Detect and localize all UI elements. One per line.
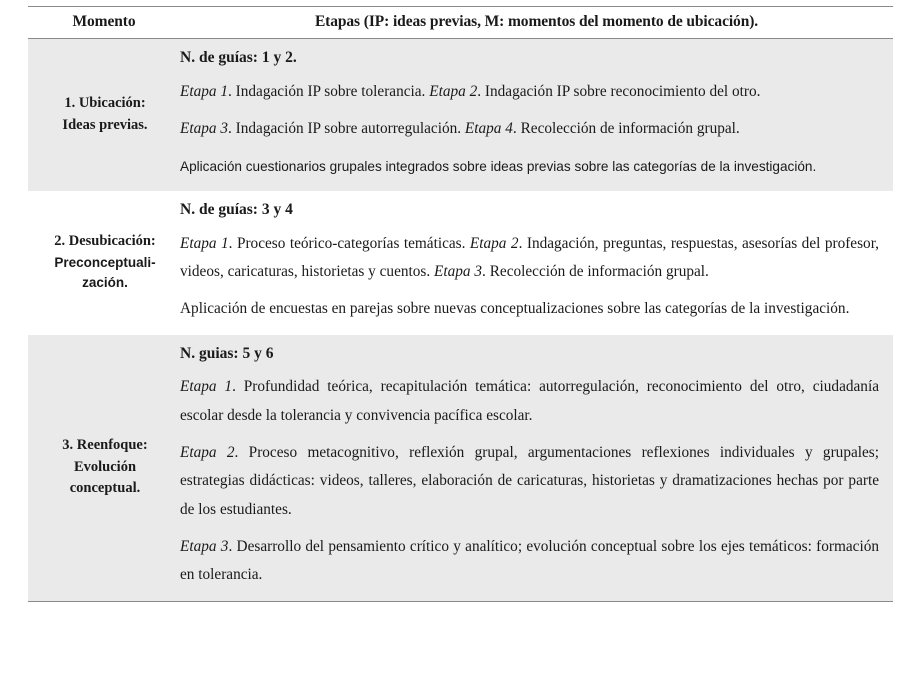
stage-text: . Proceso metacognitivo, reflexión grupal, argumentaciones reflexiones individuales y grupales; estrategias didácticas: videos, talleres, elaboración de caricaturas, historietas y dramatizaciones hechas por parte de los estudiantes. [180,444,880,518]
stage-paragraph [180,439,879,524]
table-header-row [28,7,893,39]
table-body [28,39,893,602]
stage-paragraph [180,230,879,287]
table-row [28,191,893,335]
stage-text: Aplicación de encuestas en parejas sobre nuevas conceptualizaciones sobre las categorías de la investigación. [180,300,850,318]
moment-label-line: Preconceptuali- [54,255,156,271]
stages-cell [180,39,893,191]
moments-stages-table [28,6,893,602]
stage-paragraph [180,78,879,106]
stage-text: . Proceso teórico-categorías temáticas. [228,234,470,252]
column-header-etapas: Etapas (IP: ideas previas, M: momentos del momento de ubicación). [180,7,893,39]
stage-text: Aplicación cuestionarios grupales integrados sobre ideas previas sobre las categorías de la investigación. [180,158,817,174]
guides-heading: N. guias: 5 y 6 [180,344,274,362]
stage-tag: Etapa 2 [429,82,478,100]
moment-label-line: 3. Reenfoque: [62,436,148,453]
guides-heading: N. de guías: 3 y 4 [180,200,293,218]
stage-paragraph [180,533,879,590]
stage-text: . Profundidad teórica, recapitulación temática: autorregulación, reconocimiento del otro, ciudadanía escolar desde la tolerancia y convivencia pacífica escolar. [180,378,879,424]
moment-label-line: zación. [82,275,128,291]
stage-paragraph [180,295,879,323]
stage-tag: Etapa 3 [180,537,229,555]
column-header-momento: Momento [28,7,180,39]
stage-text: . Indagación IP sobre autorregulación. [228,120,465,138]
stage-tag: Etapa 4 [464,120,513,138]
stage-tag: Etapa 2 [469,234,519,252]
stage-paragraph [180,115,879,143]
moment-label-line: 1. Ubicación: [64,95,146,112]
stage-tag: Etapa 1 [180,234,229,252]
stage-paragraph [180,373,879,430]
stage-tag: Etapa 3 [434,262,483,280]
stage-text: . Recolección de información grupal. [482,262,709,280]
stage-tag: Etapa 1 [180,378,233,396]
moment-label-line: Evolución [73,458,137,475]
moment-label-line: 2. Desubicación: [54,233,156,250]
table-row [28,39,893,191]
moment-cell [28,335,180,602]
moment-label-line: Ideas previas. [62,116,148,133]
stage-text: . Indagación IP sobre tolerancia. [228,82,430,100]
stage-tag: Etapa 3 [180,120,229,138]
moment-cell [28,39,180,191]
table-row [28,335,893,602]
stage-tag: Etapa 1 [180,82,229,100]
stages-cell [180,335,893,602]
moment-cell [28,191,180,335]
stage-text: . Desarrollo del pensamiento crítico y analítico; evolución conceptual sobre los ejes temáticos: formación en tolerancia. [180,537,879,584]
stages-cell [180,191,893,335]
stage-paragraph [180,153,879,180]
stage-text: . Recolección de información grupal. [512,120,740,138]
stage-text: . Indagación, preguntas, respuestas, asesorías del profesor, videos, caricaturas, historietas y cuentos. [180,234,880,280]
stage-text: . Indagación IP sobre reconocimiento del otro. [477,82,761,100]
table-header [28,7,893,39]
guides-heading: N. de guías: 1 y 2. [180,49,297,66]
stage-tag: Etapa 2 [180,444,235,462]
moment-label-line: conceptual. [69,480,141,497]
